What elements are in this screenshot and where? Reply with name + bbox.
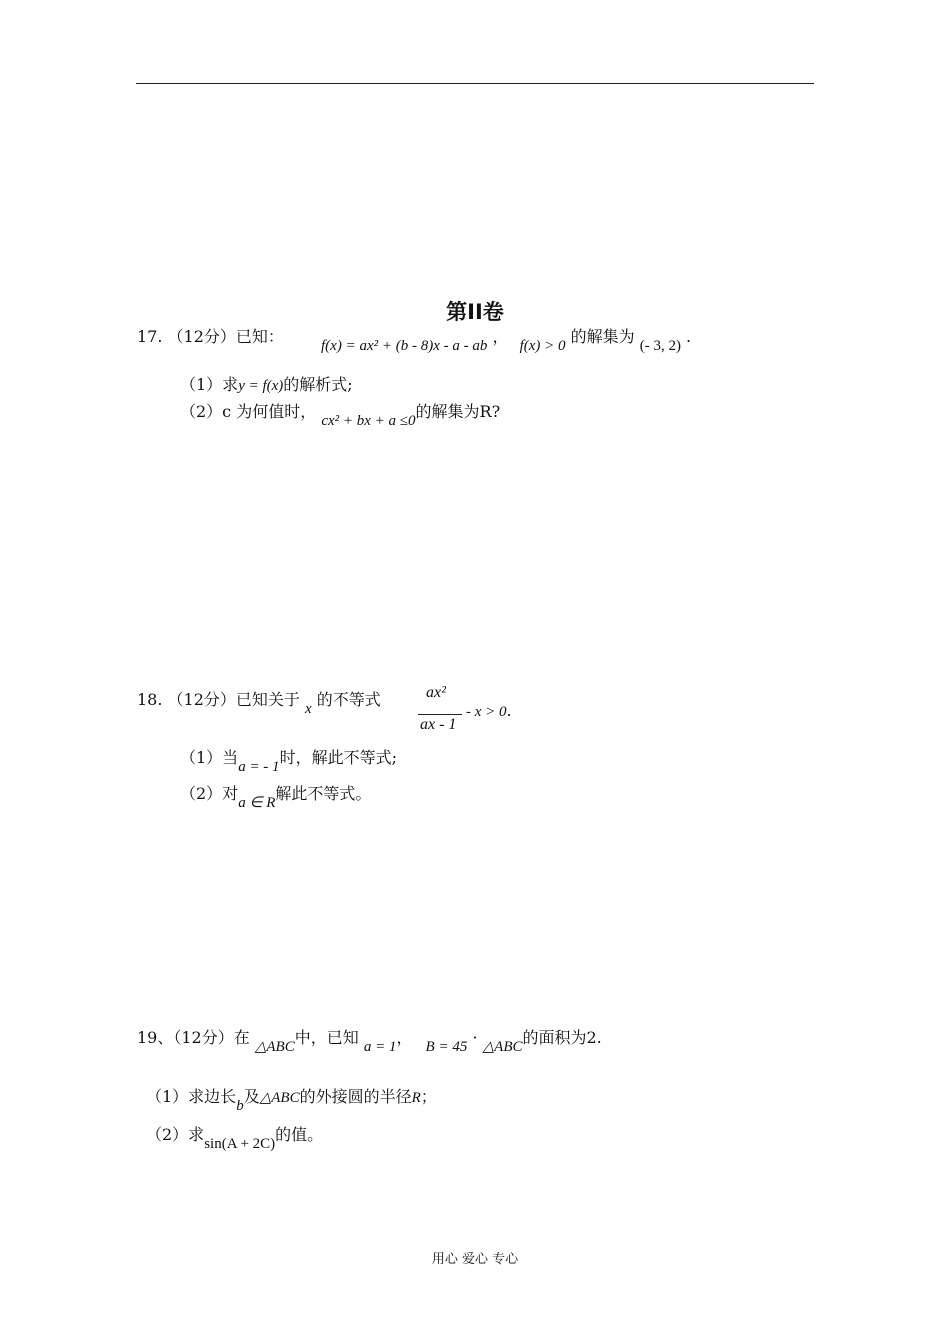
q18-fraction-bar: [418, 714, 462, 715]
q19-b-equation: B = 45: [425, 1039, 468, 1055]
q17-function: f(x) = ax² + (b - 8)x - a - ab: [321, 338, 488, 354]
q18-part2-expr: a ∈ R: [238, 795, 276, 811]
q18-mid: 的不等式: [316, 690, 381, 709]
q18-part1-expr: a = - 1: [238, 759, 280, 775]
section-title: 第II卷: [446, 300, 504, 324]
q19-part1-r: R: [411, 1090, 421, 1106]
q19-part1-label: （1）求边长: [146, 1087, 237, 1106]
q17-interval: (- 3, 2): [639, 338, 681, 354]
q18-var: x: [305, 701, 312, 717]
q17-end: .: [686, 327, 692, 346]
q18-part1-text: 时，解此不等式;: [279, 748, 397, 767]
q18-tail-line: [466, 700, 512, 723]
q17-prefix: 17. （12分）已知：: [137, 327, 284, 346]
q17-part1: [180, 374, 353, 397]
q17-part1-expr: y = f(x): [238, 378, 284, 394]
q18-numerator: ax²: [426, 684, 446, 701]
q18-part2-text: 解此不等式。: [275, 784, 372, 803]
q17-part2: [180, 401, 501, 429]
q18-part2-label: （2）对: [180, 784, 239, 803]
q18-tail: - x > 0: [466, 704, 507, 720]
q19-part1-triangle: △ABC: [259, 1090, 300, 1106]
q19-part2-text: 的值。: [275, 1125, 324, 1144]
q17-mid: 的解集为: [570, 327, 635, 346]
q17-part1-label: （1）求: [180, 375, 239, 394]
q19-part2-label: （2）求: [146, 1125, 205, 1144]
q17-condition: f(x) > 0: [519, 338, 566, 354]
q18-denominator: ax - 1: [420, 716, 457, 733]
q18-end: .: [506, 701, 512, 720]
q17-line: [137, 326, 692, 354]
q19-a-equation: a = 1: [363, 1039, 397, 1055]
q17-comma: ，: [492, 327, 509, 346]
q18-part1: [180, 747, 397, 775]
q17-part1-text: 的解析式;: [283, 375, 353, 394]
header-rule: [136, 83, 814, 84]
q18-part2: [180, 783, 372, 811]
q19-part1-b: b: [236, 1098, 244, 1114]
q19-part1: [146, 1086, 437, 1114]
q18-part1-label: （1）当: [180, 748, 239, 767]
q19-prefix: 19、（12分）在: [137, 1028, 250, 1047]
q19-triangle-2: △ABC: [482, 1039, 523, 1055]
q19-mid1: 中，已知: [294, 1028, 359, 1047]
q18-line: [137, 689, 381, 717]
q19-part1-text: 的外接圆的半径: [299, 1087, 412, 1106]
q19-part2-expr: sin(A + 2C): [204, 1136, 276, 1152]
q19-mid2: 的面积为2.: [522, 1028, 602, 1047]
page-footer: 用心 爱心 专心: [431, 1252, 519, 1267]
q18-prefix: 18. （12分）已知关于: [137, 690, 300, 709]
q19-line: [137, 1027, 602, 1055]
q17-part2-expr: cx² + bx + a ≤0: [321, 413, 416, 429]
q19-comma: ，: [396, 1028, 413, 1047]
q19-part1-end: ；: [420, 1087, 437, 1106]
q19-part2: [146, 1124, 324, 1152]
q19-part1-and: 及: [243, 1087, 260, 1106]
q19-dot: ·: [472, 1028, 478, 1047]
q17-part2-text: 的解集为R?: [415, 402, 501, 421]
q17-part2-label: （2）c 为何值时，: [180, 402, 317, 421]
q19-triangle: △ABC: [254, 1039, 295, 1055]
